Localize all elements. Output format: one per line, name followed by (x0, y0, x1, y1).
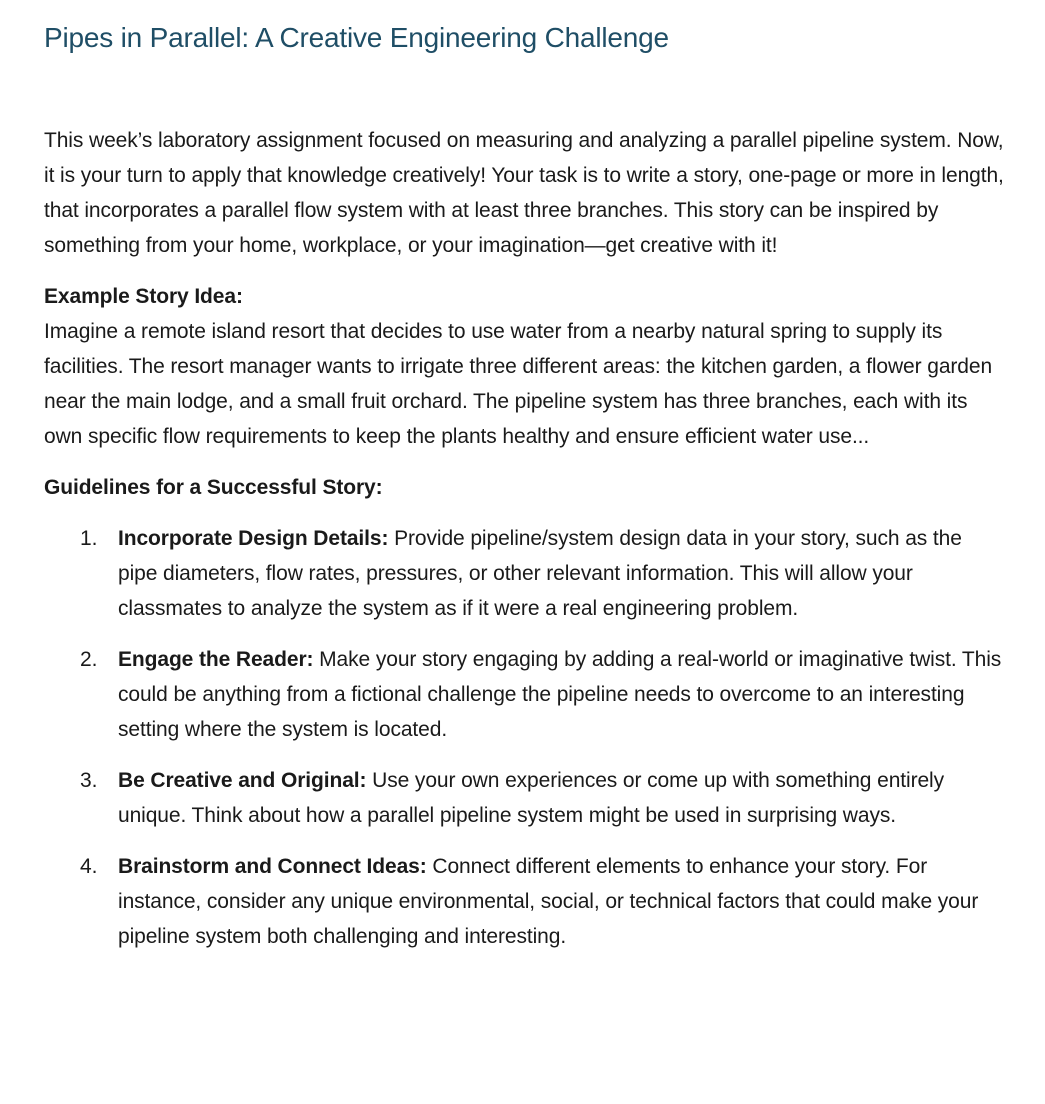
guideline-item-brainstorm (44, 849, 1005, 954)
guideline-text: Use your own experiences or come up with something entirely unique. Think about how a parallel pipeline system might be used in surprising ways. (118, 769, 945, 827)
example-paragraph: Imagine a remote island resort that decides to use water from a nearby natural spring to supply its facilities. The resort manager wants to irrigate three different areas: the kitchen garden, a flower garden near the main lodge, and a small fruit orchard. The pipeline system has three branches, each with its own specific flow requirements to keep the plants healthy and ensure efficient water use... (44, 320, 993, 448)
guideline-title: Brainstorm and Connect Ideas: (118, 855, 427, 878)
guidelines-list (44, 521, 1005, 954)
guideline-item-creative-original (44, 763, 1005, 833)
guideline-title: Incorporate Design Details: (118, 527, 389, 550)
guideline-text: Provide pipeline/system design data in your story, such as the pipe diameters, flow rates, pressures, or other relevant information. This will allow your classmates to analyze the system as if it were a real engineering problem. (118, 527, 962, 620)
guideline-number: 1. (80, 527, 98, 550)
guideline-text: Connect different elements to enhance your story. For instance, consider any unique environmental, social, or technical factors that could make your pipeline system both challenging and interesting. (118, 855, 979, 948)
guideline-number: 2. (80, 648, 98, 671)
intro-paragraph: This week’s laboratory assignment focused on measuring and analyzing a parallel pipeline system. Now, it is your turn to apply that knowledge creatively! Your task is to write a story, one-page or more in length, that incorporates a parallel flow system with at least three branches. This story can be inspired by something from your home, workplace, or your imagination—get creative with it! (44, 129, 1004, 257)
page-title: Pipes in Parallel: A Creative Engineering Challenge (44, 22, 669, 53)
guidelines-heading: Guidelines for a Successful Story: (44, 476, 383, 499)
guideline-item-engage-reader (44, 642, 1005, 747)
guideline-number: 4. (80, 855, 98, 878)
guideline-title: Be Creative and Original: (118, 769, 367, 792)
example-heading: Example Story Idea: (44, 285, 243, 308)
guideline-item-design-details (44, 521, 1005, 626)
guideline-title: Engage the Reader: (118, 648, 314, 671)
guideline-text: Make your story engaging by adding a real-world or imaginative twist. This could be anything from a fictional challenge the pipeline needs to overcome to an interesting setting where the system is located. (118, 648, 1002, 741)
guideline-number: 3. (80, 769, 98, 792)
